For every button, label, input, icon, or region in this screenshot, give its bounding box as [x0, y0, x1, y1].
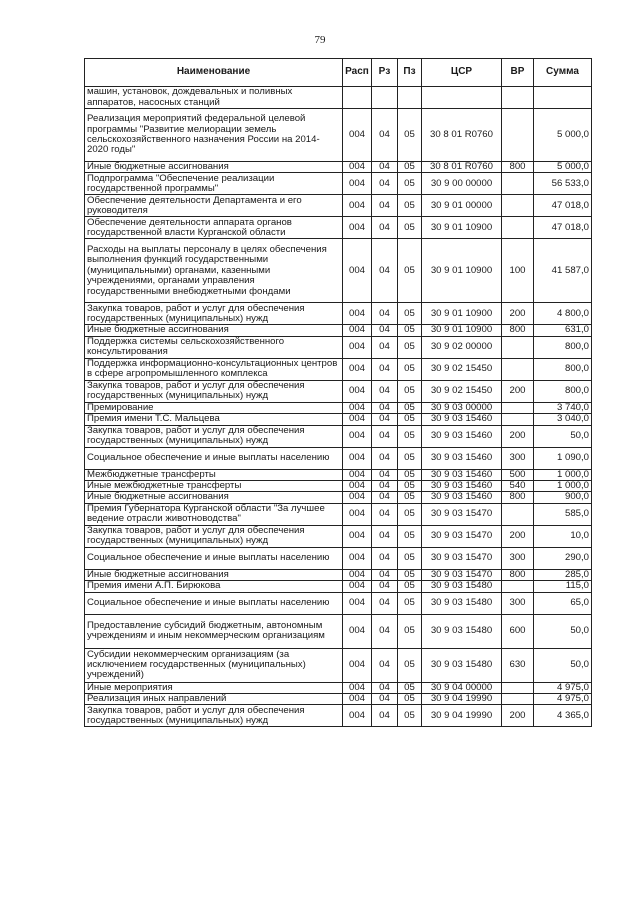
cell-rz: [372, 87, 398, 109]
cell-pz: 05: [398, 358, 422, 380]
cell-name: Премия Губернатора Курганской области "За лучшее ведение отрасли животноводства": [85, 503, 343, 525]
cell-name: Подпрограмма "Обеспечение реализации государственной программы": [85, 173, 343, 195]
table-row: [85, 503, 592, 525]
cell-name: Поддержка информационно-консультационных центров в сфере агропромышленного комплекса: [85, 358, 343, 380]
table-row: [85, 414, 592, 425]
cell-vr: [502, 682, 534, 693]
cell-csr: 30 9 03 15460: [422, 492, 502, 503]
header-csr: ЦСР: [422, 59, 502, 87]
cell-name: Обеспечение деятельности Департамента и его руководителя: [85, 195, 343, 217]
cell-pz: 05: [398, 469, 422, 480]
cell-vr: 100: [502, 239, 534, 303]
cell-vr: 600: [502, 614, 534, 648]
cell-pz: 05: [398, 648, 422, 682]
cell-rz: 04: [372, 195, 398, 217]
cell-pz: 05: [398, 109, 422, 162]
header-name: Наименование: [85, 59, 343, 87]
cell-sum: 41 587,0: [534, 239, 592, 303]
table-row: [85, 694, 592, 705]
cell-rz: 04: [372, 592, 398, 614]
cell-vr: [502, 358, 534, 380]
cell-pz: 05: [398, 592, 422, 614]
cell-rasp: 004: [343, 569, 372, 580]
cell-rz: 04: [372, 581, 398, 592]
cell-rz: 04: [372, 547, 398, 569]
table-row: [85, 336, 592, 358]
table-row: [85, 87, 592, 109]
cell-rz: 04: [372, 648, 398, 682]
cell-name: Иные бюджетные ассигнования: [85, 569, 343, 580]
cell-sum: 1 090,0: [534, 447, 592, 469]
cell-csr: 30 9 03 15480: [422, 648, 502, 682]
cell-rz: 04: [372, 569, 398, 580]
table-row: [85, 569, 592, 580]
cell-pz: 05: [398, 492, 422, 503]
cell-vr: [502, 336, 534, 358]
cell-rz: 04: [372, 402, 398, 413]
cell-sum: 56 533,0: [534, 173, 592, 195]
cell-rasp: 004: [343, 109, 372, 162]
cell-rz: 04: [372, 217, 398, 239]
cell-rasp: 004: [343, 336, 372, 358]
cell-csr: 30 9 01 10900: [422, 239, 502, 303]
cell-sum: 800,0: [534, 380, 592, 402]
cell-pz: 05: [398, 303, 422, 325]
cell-name: Закупка товаров, работ и услуг для обеспечения государственных (муниципальных) нужд: [85, 705, 343, 727]
cell-name: Закупка товаров, работ и услуг для обеспечения государственных (муниципальных) нужд: [85, 303, 343, 325]
cell-pz: 05: [398, 414, 422, 425]
cell-vr: [502, 217, 534, 239]
cell-vr: 300: [502, 547, 534, 569]
cell-rasp: 004: [343, 414, 372, 425]
cell-rz: 04: [372, 447, 398, 469]
cell-rasp: 004: [343, 358, 372, 380]
cell-pz: 05: [398, 581, 422, 592]
cell-sum: 115,0: [534, 581, 592, 592]
cell-csr: 30 9 04 00000: [422, 682, 502, 693]
cell-rasp: 004: [343, 648, 372, 682]
cell-rz: 04: [372, 336, 398, 358]
cell-rasp: 004: [343, 694, 372, 705]
cell-sum: 800,0: [534, 336, 592, 358]
cell-name: Обеспечение деятельности аппарата органов государственной власти Курганской области: [85, 217, 343, 239]
cell-vr: 540: [502, 481, 534, 492]
cell-rasp: 004: [343, 217, 372, 239]
header-vr: ВР: [502, 59, 534, 87]
cell-rasp: 004: [343, 195, 372, 217]
cell-name: Премия имени Т.С. Мальцева: [85, 414, 343, 425]
cell-vr: [502, 694, 534, 705]
cell-sum: 47 018,0: [534, 195, 592, 217]
table-row: [85, 195, 592, 217]
cell-rz: 04: [372, 162, 398, 173]
cell-pz: 05: [398, 682, 422, 693]
cell-vr: 800: [502, 325, 534, 336]
cell-csr: 30 9 01 10900: [422, 303, 502, 325]
cell-rasp: 004: [343, 492, 372, 503]
header-rz: Рз: [372, 59, 398, 87]
table-row: [85, 648, 592, 682]
cell-rz: 04: [372, 694, 398, 705]
cell-rasp: 004: [343, 682, 372, 693]
cell-pz: 05: [398, 705, 422, 727]
cell-sum: 631,0: [534, 325, 592, 336]
cell-name: Социальное обеспечение и иные выплаты населению: [85, 447, 343, 469]
page-number: 79: [314, 34, 326, 46]
cell-sum: 50,0: [534, 425, 592, 447]
table-row: [85, 358, 592, 380]
cell-name: Межбюджетные трансферты: [85, 469, 343, 480]
cell-rasp: 004: [343, 525, 372, 547]
cell-pz: 05: [398, 481, 422, 492]
cell-vr: [502, 581, 534, 592]
cell-name: машин, установок, дождевальных и поливных аппаратов, насосных станций: [85, 87, 343, 109]
budget-table: [84, 58, 592, 727]
cell-name: Реализация иных направлений: [85, 694, 343, 705]
cell-vr: [502, 87, 534, 109]
cell-rasp: 004: [343, 469, 372, 480]
cell-rz: 04: [372, 481, 398, 492]
cell-name: Социальное обеспечение и иные выплаты населению: [85, 547, 343, 569]
cell-pz: 05: [398, 325, 422, 336]
cell-vr: [502, 173, 534, 195]
header-rasp: Расп: [343, 59, 372, 87]
cell-sum: 290,0: [534, 547, 592, 569]
cell-rz: 04: [372, 682, 398, 693]
table-row: [85, 402, 592, 413]
cell-rz: 04: [372, 109, 398, 162]
cell-sum: 5 000,0: [534, 162, 592, 173]
table-row: [85, 705, 592, 727]
cell-rz: 04: [372, 173, 398, 195]
table-row: [85, 481, 592, 492]
table-row: [85, 614, 592, 648]
cell-rasp: 004: [343, 481, 372, 492]
cell-vr: 200: [502, 525, 534, 547]
cell-csr: 30 9 03 15480: [422, 614, 502, 648]
table-header-row: [85, 59, 592, 87]
cell-vr: [502, 503, 534, 525]
cell-rasp: 004: [343, 705, 372, 727]
cell-vr: 800: [502, 492, 534, 503]
cell-sum: 900,0: [534, 492, 592, 503]
cell-sum: 50,0: [534, 648, 592, 682]
cell-csr: 30 8 01 R0760: [422, 109, 502, 162]
cell-vr: 800: [502, 162, 534, 173]
header-pz: Пз: [398, 59, 422, 87]
cell-rasp: 004: [343, 425, 372, 447]
cell-csr: 30 9 03 15460: [422, 425, 502, 447]
cell-sum: 4 975,0: [534, 694, 592, 705]
cell-rz: 04: [372, 614, 398, 648]
cell-pz: 05: [398, 547, 422, 569]
cell-csr: 30 9 03 15480: [422, 592, 502, 614]
cell-pz: 05: [398, 239, 422, 303]
cell-rz: 04: [372, 414, 398, 425]
cell-name: Иные бюджетные ассигнования: [85, 492, 343, 503]
cell-name: Закупка товаров, работ и услуг для обеспечения государственных (муниципальных) нужд: [85, 380, 343, 402]
cell-name: Социальное обеспечение и иные выплаты населению: [85, 592, 343, 614]
cell-rasp: 004: [343, 614, 372, 648]
cell-rz: 04: [372, 358, 398, 380]
cell-name: Расходы на выплаты персоналу в целях обеспечения выполнения функций государственными (муниципальными) органами, казенными учреждениями, органами управления государственными внебюджетными фондами: [85, 239, 343, 303]
cell-sum: 1 000,0: [534, 481, 592, 492]
cell-sum: 285,0: [534, 569, 592, 580]
cell-csr: 30 9 00 00000: [422, 173, 502, 195]
cell-rasp: 004: [343, 547, 372, 569]
cell-sum: 1 000,0: [534, 469, 592, 480]
cell-rz: 04: [372, 425, 398, 447]
cell-vr: 300: [502, 592, 534, 614]
cell-rasp: 004: [343, 162, 372, 173]
cell-sum: 3 040,0: [534, 414, 592, 425]
cell-pz: 05: [398, 569, 422, 580]
table-row: [85, 469, 592, 480]
cell-sum: 10,0: [534, 525, 592, 547]
cell-csr: 30 9 03 15470: [422, 569, 502, 580]
cell-csr: 30 9 03 15460: [422, 414, 502, 425]
cell-pz: 05: [398, 217, 422, 239]
cell-pz: 05: [398, 402, 422, 413]
cell-name: Закупка товаров, работ и услуг для обеспечения государственных (муниципальных) нужд: [85, 425, 343, 447]
cell-vr: 200: [502, 425, 534, 447]
cell-rasp: 004: [343, 173, 372, 195]
cell-rz: 04: [372, 503, 398, 525]
cell-sum: 4 975,0: [534, 682, 592, 693]
cell-csr: 30 9 02 15450: [422, 380, 502, 402]
cell-csr: 30 9 01 10900: [422, 217, 502, 239]
cell-pz: 05: [398, 380, 422, 402]
table-row: [85, 173, 592, 195]
cell-csr: [422, 87, 502, 109]
cell-pz: 05: [398, 447, 422, 469]
table-row: [85, 425, 592, 447]
cell-rasp: 004: [343, 592, 372, 614]
table-row: [85, 217, 592, 239]
cell-vr: 200: [502, 705, 534, 727]
cell-csr: 30 9 03 15470: [422, 547, 502, 569]
cell-sum: 4 800,0: [534, 303, 592, 325]
cell-sum: [534, 87, 592, 109]
cell-sum: 50,0: [534, 614, 592, 648]
table-row: [85, 162, 592, 173]
cell-name: Иные бюджетные ассигнования: [85, 325, 343, 336]
cell-csr: 30 9 03 15460: [422, 469, 502, 480]
cell-rz: 04: [372, 325, 398, 336]
cell-csr: 30 8 01 R0760: [422, 162, 502, 173]
cell-csr: 30 9 03 15460: [422, 447, 502, 469]
table-row: [85, 303, 592, 325]
cell-pz: 05: [398, 336, 422, 358]
cell-name: Премирование: [85, 402, 343, 413]
table-row: [85, 581, 592, 592]
cell-pz: 05: [398, 173, 422, 195]
cell-name: Иные мероприятия: [85, 682, 343, 693]
table-row: [85, 447, 592, 469]
cell-rasp: 004: [343, 503, 372, 525]
cell-name: Иные бюджетные ассигнования: [85, 162, 343, 173]
cell-csr: 30 9 03 15480: [422, 581, 502, 592]
cell-vr: 630: [502, 648, 534, 682]
cell-name: Закупка товаров, работ и услуг для обеспечения государственных (муниципальных) нужд: [85, 525, 343, 547]
cell-vr: 300: [502, 447, 534, 469]
cell-rz: 04: [372, 492, 398, 503]
cell-name: Поддержка системы сельскохозяйственного консультирования: [85, 336, 343, 358]
cell-csr: 30 9 03 15470: [422, 503, 502, 525]
cell-rasp: [343, 87, 372, 109]
cell-rz: 04: [372, 239, 398, 303]
table-row: [85, 592, 592, 614]
cell-rasp: 004: [343, 239, 372, 303]
cell-rz: 04: [372, 303, 398, 325]
cell-sum: 5 000,0: [534, 109, 592, 162]
cell-rasp: 004: [343, 581, 372, 592]
cell-sum: 585,0: [534, 503, 592, 525]
table-row: [85, 380, 592, 402]
cell-rasp: 004: [343, 380, 372, 402]
cell-csr: 30 9 01 10900: [422, 325, 502, 336]
cell-pz: 05: [398, 694, 422, 705]
cell-csr: 30 9 02 00000: [422, 336, 502, 358]
cell-name: Предоставление субсидий бюджетным, автономным учреждениям и иным некоммерческим организациям: [85, 614, 343, 648]
cell-csr: 30 9 01 00000: [422, 195, 502, 217]
cell-vr: [502, 195, 534, 217]
cell-csr: 30 9 04 19990: [422, 694, 502, 705]
cell-csr: 30 9 03 15470: [422, 525, 502, 547]
cell-vr: 200: [502, 303, 534, 325]
cell-rz: 04: [372, 380, 398, 402]
cell-vr: [502, 402, 534, 413]
cell-sum: 65,0: [534, 592, 592, 614]
cell-sum: 4 365,0: [534, 705, 592, 727]
cell-pz: 05: [398, 503, 422, 525]
cell-rasp: 004: [343, 402, 372, 413]
table-row: [85, 492, 592, 503]
table-row: [85, 547, 592, 569]
table-row: [85, 325, 592, 336]
cell-name: Иные межбюджетные трансферты: [85, 481, 343, 492]
cell-vr: 800: [502, 569, 534, 580]
cell-csr: 30 9 02 15450: [422, 358, 502, 380]
header-sum: Сумма: [534, 59, 592, 87]
table-row: [85, 109, 592, 162]
cell-name: Реализация мероприятий федеральной целевой программы "Развитие мелиорации земель сельскохозяйственного назначения России на 2014-2020 годы": [85, 109, 343, 162]
cell-vr: [502, 414, 534, 425]
cell-csr: 30 9 04 19990: [422, 705, 502, 727]
cell-vr: 500: [502, 469, 534, 480]
cell-pz: 05: [398, 425, 422, 447]
table-row: [85, 525, 592, 547]
cell-pz: [398, 87, 422, 109]
table-row: [85, 682, 592, 693]
cell-sum: 800,0: [534, 358, 592, 380]
cell-vr: 200: [502, 380, 534, 402]
cell-name: Субсидии некоммерческим организациям (за исключением государственных (муниципальных) учреждений): [85, 648, 343, 682]
cell-csr: 30 9 03 15460: [422, 481, 502, 492]
cell-name: Премия имени А.П. Бирюкова: [85, 581, 343, 592]
cell-pz: 05: [398, 614, 422, 648]
cell-pz: 05: [398, 525, 422, 547]
cell-vr: [502, 109, 534, 162]
cell-rz: 04: [372, 525, 398, 547]
cell-rz: 04: [372, 469, 398, 480]
cell-rasp: 004: [343, 303, 372, 325]
cell-sum: 3 740,0: [534, 402, 592, 413]
cell-rasp: 004: [343, 325, 372, 336]
cell-sum: 47 018,0: [534, 217, 592, 239]
cell-rasp: 004: [343, 447, 372, 469]
cell-csr: 30 9 03 00000: [422, 402, 502, 413]
cell-pz: 05: [398, 162, 422, 173]
cell-rz: 04: [372, 705, 398, 727]
cell-pz: 05: [398, 195, 422, 217]
table-row: [85, 239, 592, 303]
